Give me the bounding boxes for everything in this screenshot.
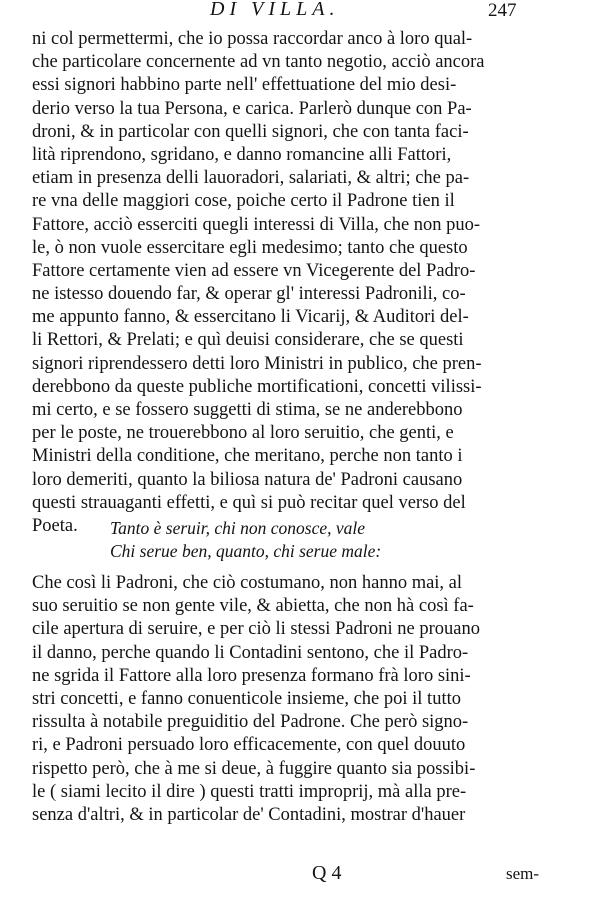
text-line: Poeta.	[32, 515, 78, 536]
signature-mark: Q 4	[312, 862, 342, 884]
catchword: sem-	[506, 864, 540, 883]
text-line: ri, e Padroni persuado loro efficacemente, con quel douuto	[32, 735, 466, 756]
text-line: rissulta à notabile preguiditio del Padrone. Che però signo-	[32, 712, 469, 733]
text-line: stri concetti, e fanno conuenticole insieme, che poi il tutto	[32, 688, 461, 709]
page-footer	[0, 862, 608, 892]
text-line: li Rettori, & Prelati; e quì deuisi considerare, che se questi	[32, 330, 464, 351]
text-line: ni col permettermi, che io possa raccordar anco à loro qual-	[32, 29, 473, 49]
text-line: ne sgrida il Fattore alla loro presenza formano frà loro sini-	[32, 665, 471, 686]
text-line: senza d'altri, & in particolar de' Contadini, mostrar d'hauer	[32, 804, 466, 825]
paragraph-1	[32, 28, 580, 538]
text-line: mi certo, e se fossero suggetti di stima, se ne anderebbono	[32, 400, 463, 420]
page-header	[0, 0, 608, 30]
text-line: essi signori habbino parte nell' effettuatione del mio desi-	[32, 75, 457, 96]
text-line: Ministri della conditione, che meritano, perche non tanto i	[32, 446, 463, 467]
paragraph-2	[32, 572, 580, 827]
text-line: Fattore certamente vien ad essere vn Vicegerente del Padro-	[32, 260, 476, 281]
text-line: me appunto fanno, & essercitano li Vicarij, & Auditori del-	[32, 307, 469, 328]
text-line: droni, & in particolar con quelli signori, che con tanta faci-	[32, 121, 469, 142]
running-title: DI VILLA.	[210, 0, 340, 20]
text-line: derebbono da queste publiche mortificationi, concetti vilissi-	[32, 376, 482, 397]
text-line: rispetto però, che à me si deue, à fuggire quanto sia possibi-	[32, 758, 476, 779]
text-line: signori riprendessero detti loro Ministri in publico, che pren-	[32, 353, 482, 374]
verse-line: Chi serue ben, quanto, chi serue male:	[110, 541, 382, 561]
verse-quote	[110, 517, 550, 563]
text-line: cile apertura di seruire, e per ciò li stessi Padroni ne prouano	[32, 619, 480, 640]
text-line: Che così li Padroni, che ciò costumano, non hanno mai, al	[32, 573, 463, 593]
page-number: 247	[488, 0, 517, 21]
text-line: ne istesso douendo far, & operar gl' interessi Padronili, co-	[32, 284, 466, 305]
text-line: le, ò non vuole essercitare egli medesimo; tanto che questo	[32, 237, 468, 258]
verse-line: Tanto è seruir, chi non conosce, vale	[110, 518, 366, 538]
text-line: etiam in presenza delli lauoradori, salariati, & altri; che pa-	[32, 168, 470, 189]
text-line: per le poste, ne trouerebbono al loro seruitio, che genti, e	[32, 423, 454, 444]
text-line: derio verso la tua Persona, e carica. Parlerò dunque con Pa-	[32, 98, 472, 119]
text-line: re vna delle maggiori cose, poiche certo il Padrone tien il	[32, 191, 455, 212]
text-line: che particolare concernente ad vn tanto negotio, acciò ancora	[32, 52, 485, 73]
text-line: questi strauaganti effetti, e quì si può recitar quel verso del	[32, 492, 466, 513]
text-line: loro demeriti, quanto la biliosa natura de' Padroni causano	[32, 469, 463, 490]
text-line: Fattore, acciò esserciti quegli interessi di Villa, che non puo-	[32, 214, 481, 235]
text-line: le ( siami lecito il dire ) questi tratti improprij, mà alla pre-	[32, 781, 467, 802]
text-line: lità riprendono, sgridano, e danno romancine alli Fattori,	[32, 144, 452, 165]
text-line: il danno, perche quando li Contadini sentono, che il Padro-	[32, 642, 469, 663]
text-line: suo seruitio se non gente vile, & abietta, che non hà così fa-	[32, 596, 474, 617]
